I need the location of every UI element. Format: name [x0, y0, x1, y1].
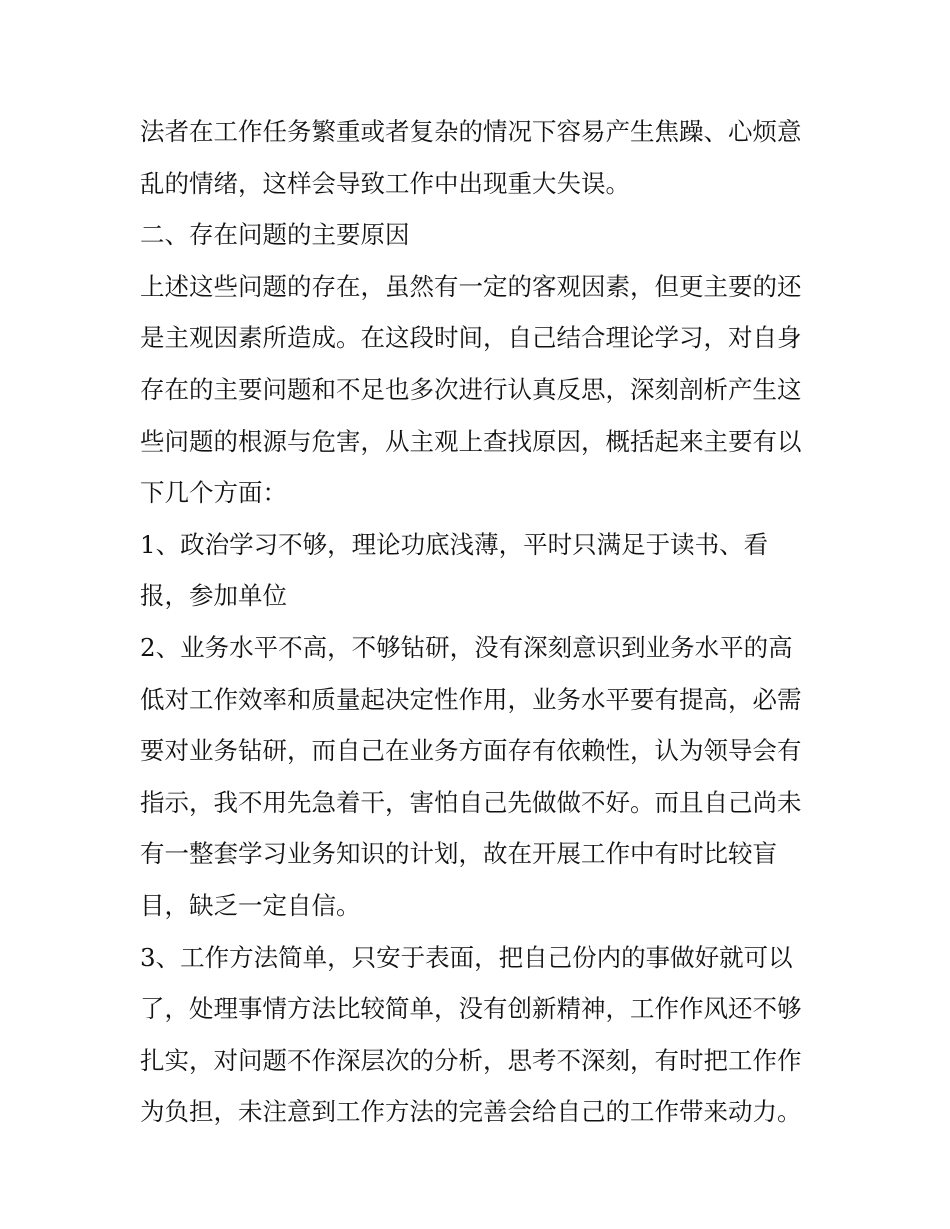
text-line: 是主观因素所造成。在这段时间，自己结合理论学习，对自身	[140, 323, 802, 353]
text-line: 扎实，对问题不作深层次的分析，思考不深刻，有时把工作作	[140, 1045, 802, 1075]
text-line: 了，处理事情方法比较简单，没有创新精神，工作作风还不够	[140, 994, 802, 1024]
text-line: 法者在工作任务繁重或者复杂的情况下容易产生焦躁、心烦意	[140, 117, 802, 146]
text-line: 指示，我不用先急着干，害怕自己先做做不好。而且自己尚未	[140, 787, 802, 817]
text-line: 低对工作效率和质量起决定性作用，业务水平要有提高，必需	[140, 684, 802, 714]
text-line: 下几个方面：	[140, 478, 287, 508]
text-line: 报，参加单位	[140, 581, 287, 611]
section-heading: 二、存在问题的主要原因	[140, 220, 410, 250]
text-line: 些问题的根源与危害，从主观上查找原因，概括起来主要有以	[140, 426, 802, 456]
text-line: 要对业务钻研，而自己在业务方面存有依赖性，认为领导会有	[140, 736, 802, 766]
text-line: 有一整套学习业务知识的计划，故在开展工作中有时比较盲	[140, 839, 777, 869]
text-line: 存在的主要问题和不足也多次进行认真反思，深刻剖析产生这	[140, 374, 802, 404]
list-item-3: 3、工作方法简单，只安于表面，把自己份内的事做好就可以	[140, 942, 793, 972]
list-item-2: 2、业务水平不高，不够钻研，没有深刻意识到业务水平的高	[140, 632, 793, 662]
list-item-1: 1、政治学习不够，理论功底浅薄，平时只满足于读书、看	[140, 529, 769, 559]
text-line: 为负担，未注意到工作方法的完善会给自己的工作带来动力。	[140, 1097, 802, 1127]
document-body	[140, 106, 820, 1138]
text-line: 乱的情绪，这样会导致工作中出现重大失误。	[140, 168, 630, 198]
text-line: 目，缺乏一定自信。	[140, 890, 361, 920]
text-line: 上述这些问题的存在，虽然有一定的客观因素，但更主要的还	[140, 271, 802, 301]
